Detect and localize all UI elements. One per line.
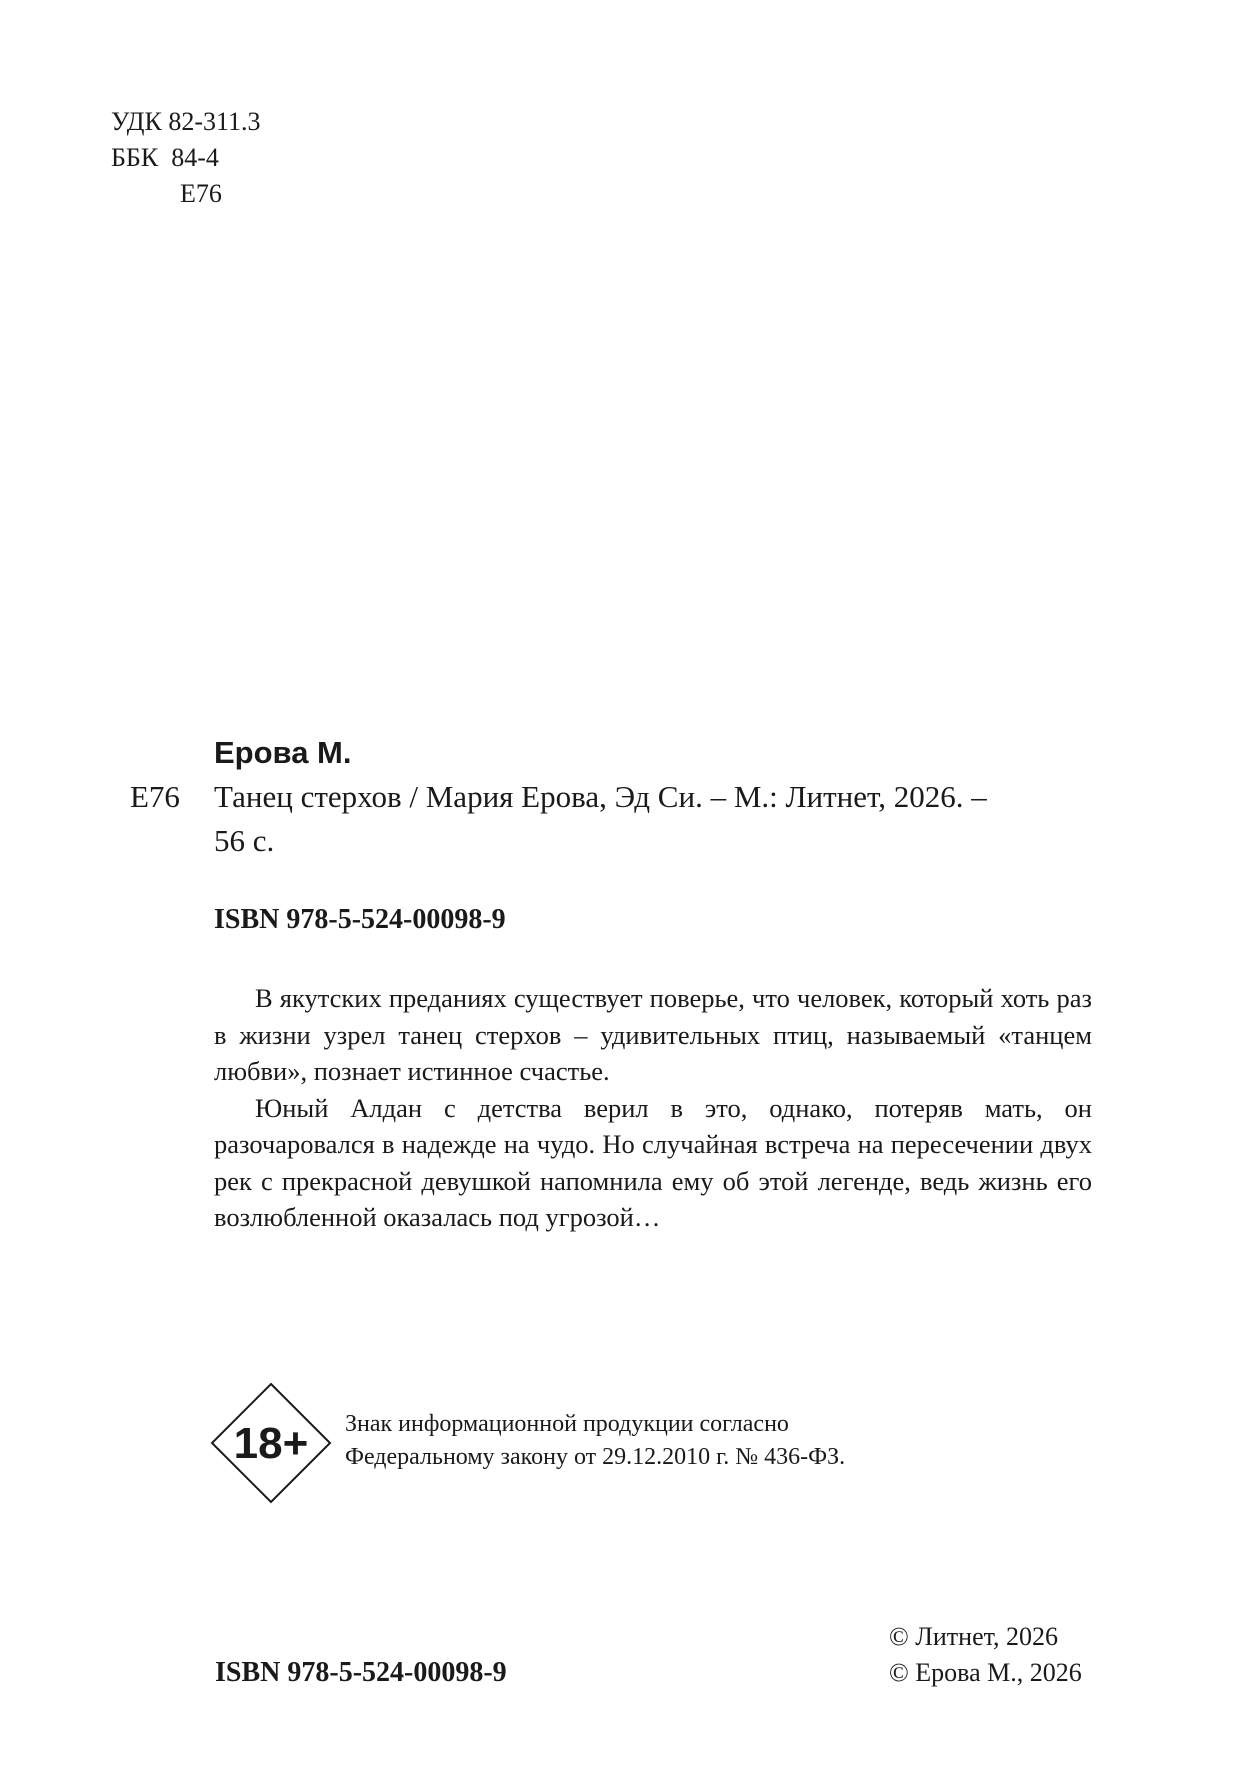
- age-rating-diamond-icon: [210, 1382, 332, 1504]
- age-note-line1: Знак информационной продукции согласно: [345, 1411, 789, 1437]
- annotation-paragraph-1: В якутских преданиях существует поверье, что человек, который хоть раз в жизни узрел танец стерхов – удивительных птиц, называемый «танцем любви», познает истинное счастье.: [214, 983, 1092, 1086]
- bbk-value: 84-4: [171, 143, 219, 172]
- bbk-line: [111, 140, 219, 176]
- annotation-paragraph-2: Юный Алдан с детства верил в это, однако, потеряв мать, он разочаровался в надежде на чудо. Но случайная встреча на пересечении двух рек с прекрасной девушкой напомнила ему об этой легенде, ведь жизнь его возлюбленной оказалась под угрозой…: [214, 1092, 1092, 1232]
- entry-title-line2: 56 с.: [214, 823, 275, 858]
- age-note-line2: Федеральному закону от 29.12.2010 г. № 436-ФЗ.: [345, 1444, 846, 1470]
- udk-label: УДК: [111, 107, 162, 136]
- author-sign-top: Е76: [180, 179, 222, 208]
- udk-value: 82-311.3: [168, 107, 261, 136]
- udk-line: [111, 104, 261, 140]
- entry-author-sign: Е76: [130, 779, 180, 814]
- copyright-publisher: © Литнет, 2026: [889, 1622, 1059, 1651]
- annotation: [214, 980, 1092, 1236]
- entry-title-line1: Танец стерхов / Мария Ерова, Эд Си. – М.: Литнет, 2026. –: [214, 779, 987, 814]
- entry-author: Ерова М.: [214, 735, 352, 770]
- footer-isbn: ISBN 978-5-524-00098-9: [215, 1657, 507, 1688]
- age-rating-badge: [210, 1382, 332, 1504]
- entry-isbn: ISBN 978-5-524-00098-9: [214, 904, 506, 935]
- copyright-author: © Ерова М., 2026: [889, 1658, 1082, 1687]
- age-rating-value: 18+: [233, 1419, 309, 1468]
- bbk-label: ББК: [111, 143, 159, 172]
